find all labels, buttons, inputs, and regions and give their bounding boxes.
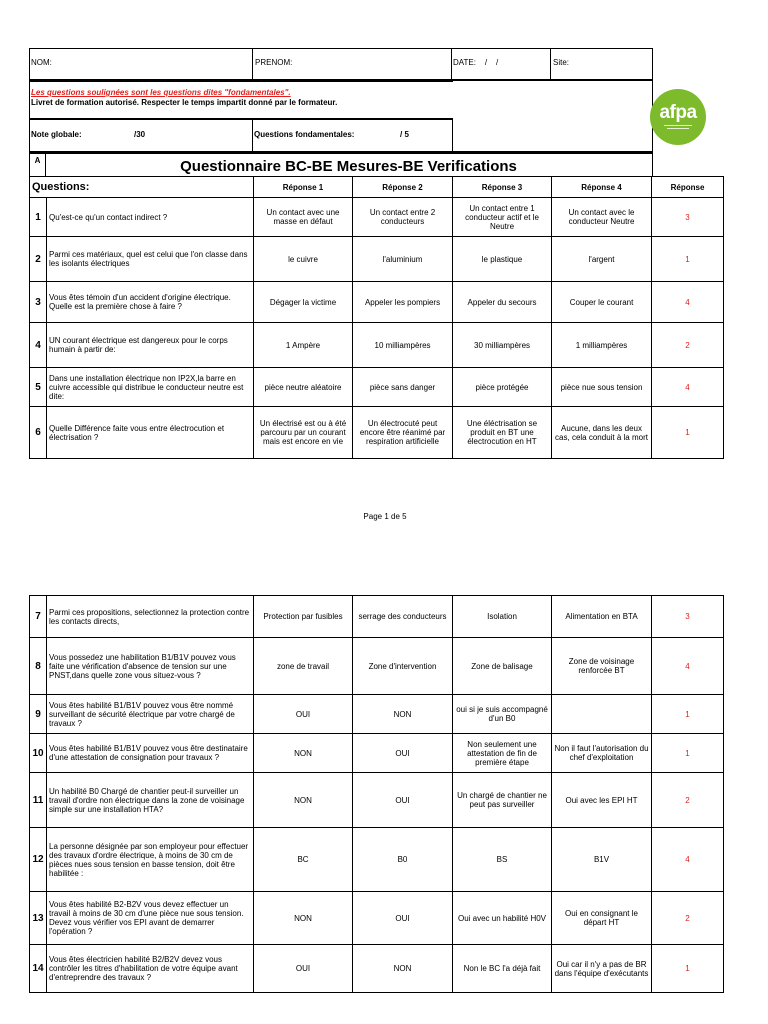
page-title: Questionnaire BC-BE Mesures-BE Verifications bbox=[45, 152, 653, 177]
q-fond-label: Questions fondamentales: bbox=[254, 130, 355, 139]
q-r1: 1 Ampère bbox=[254, 323, 353, 368]
q-r3: pièce protégée bbox=[453, 368, 552, 407]
q-r4: B1V bbox=[552, 828, 652, 892]
q-text: Vous êtes habilité B2-B2V vous devez effectuer un travail à moins de 30 cm d'une pièce nue sous tension. Devez vous vérifier vos EPI avant de demarrer l'opération ? bbox=[47, 892, 254, 945]
q-r2: B0 bbox=[353, 828, 453, 892]
q-r1: zone de travail bbox=[254, 638, 353, 695]
q-r2: l'aluminium bbox=[353, 237, 453, 282]
header-block bbox=[29, 48, 653, 152]
col-r1: Réponse 1 bbox=[254, 177, 353, 198]
q-number: 4 bbox=[30, 323, 47, 368]
table-row bbox=[30, 407, 724, 459]
date-field[interactable]: DATE: / / bbox=[451, 48, 551, 80]
q-number: 3 bbox=[30, 282, 47, 323]
table-row bbox=[30, 282, 724, 323]
table-row bbox=[30, 323, 724, 368]
table-row bbox=[30, 773, 724, 828]
q-text: Dans une installation électrique non IP2X,la barre en cuivre accessible qui distribue le conducteur neutre est dite: bbox=[47, 368, 254, 407]
q-r4: l'argent bbox=[552, 237, 652, 282]
table-row bbox=[30, 596, 724, 638]
q-text: Vous êtes habilité B1/B1V pouvez vous être destinataire d'une attestation de consignation pour travaux ? bbox=[47, 734, 254, 773]
table-row bbox=[30, 638, 724, 695]
q-text: La personne désignée par son employeur pour effectuer des travaux d'ordre électrique, à moins de 30 cm de pièces nues sous tension en basse tension, doit être habilitée : bbox=[47, 828, 254, 892]
q-r4: 1 milliampères bbox=[552, 323, 652, 368]
q-r2: Zone d'intervention bbox=[353, 638, 453, 695]
q-r4: pièce nue sous tension bbox=[552, 368, 652, 407]
table-row bbox=[30, 945, 724, 993]
q-answer: 1 bbox=[652, 407, 724, 459]
q-r3: Non seulement une attestation de fin de première étape bbox=[453, 734, 552, 773]
q-answer: 1 bbox=[652, 237, 724, 282]
page-footer: Page 1 de 5 bbox=[363, 512, 407, 521]
q-r3: Appeler du secours bbox=[453, 282, 552, 323]
logo-cell bbox=[452, 80, 653, 152]
q-text: Vous êtes électricien habilité B2/B2V devez vous contrôler les titres d'habilitation de votre équipe avant d'entreprendre des travaux ? bbox=[47, 945, 254, 993]
q-number: 8 bbox=[30, 638, 47, 695]
q-answer: 1 bbox=[652, 695, 724, 734]
col-r2: Réponse 2 bbox=[353, 177, 453, 198]
q-text: Quelle Différence faite vous entre électrocution et électrisation ? bbox=[47, 407, 254, 459]
q-number: 2 bbox=[30, 237, 47, 282]
note-globale-value: /30 bbox=[134, 130, 146, 139]
q-answer: 3 bbox=[652, 198, 724, 237]
q-r3: Oui avec un habilité H0V bbox=[453, 892, 552, 945]
q-answer: 2 bbox=[652, 773, 724, 828]
q-r1: pièce neutre aléatoire bbox=[254, 368, 353, 407]
q-number: 5 bbox=[30, 368, 47, 407]
q-number: 9 bbox=[30, 695, 47, 734]
q-answer: 4 bbox=[652, 828, 724, 892]
q-r2: OUI bbox=[353, 892, 453, 945]
q-text: Vous possedez une habilitation B1/B1V pouvez vous faite une vérification d'absence de tension sur une PNST,dans quelle zone vous situez-vous ? bbox=[47, 638, 254, 695]
q-number: 14 bbox=[30, 945, 47, 993]
q-r1: OUI bbox=[254, 695, 353, 734]
q-text: Parmi ces propositions, selectionnez la protection contre les contacts directs, bbox=[47, 596, 254, 638]
q-answer: 4 bbox=[652, 368, 724, 407]
q-text: Parmi ces matériaux, quel est celui que l'on classe dans les isolants électriques bbox=[47, 237, 254, 282]
q-number: 12 bbox=[30, 828, 47, 892]
q-r2: Appeler les pompiers bbox=[353, 282, 453, 323]
table-row bbox=[30, 828, 724, 892]
questions-fondamentales bbox=[252, 118, 453, 152]
q-text: Vous êtes témoin d'un accident d'origine électrique. Quelle est la première chose à faire ? bbox=[47, 282, 254, 323]
q-r2: serrage des conducteurs bbox=[353, 596, 453, 638]
table-row bbox=[30, 734, 724, 773]
q-r4: Alimentation en BTA bbox=[552, 596, 652, 638]
q-r1: Un électrisé est ou à été parcouru par un courant mais est encore en vie bbox=[254, 407, 353, 459]
questions-table-page1 bbox=[29, 176, 724, 459]
afpa-logo bbox=[650, 89, 706, 145]
q-r4: Oui car il n'y a pas de BR dans l'équipe d'exécutants bbox=[552, 945, 652, 993]
q-r1: le cuivre bbox=[254, 237, 353, 282]
q-r1: Un contact avec une masse en défaut bbox=[254, 198, 353, 237]
q-r2: OUI bbox=[353, 734, 453, 773]
q-r1: NON bbox=[254, 892, 353, 945]
q-r3: Zone de balisage bbox=[453, 638, 552, 695]
q-r3: le plastique bbox=[453, 237, 552, 282]
q-r4: Couper le courant bbox=[552, 282, 652, 323]
instructions-text: Livret de formation autorisé. Respecter le temps impartit donné par le formateur. bbox=[31, 98, 338, 107]
q-r2: NON bbox=[353, 695, 453, 734]
table-row bbox=[30, 368, 724, 407]
q-r3: Un chargé de chantier ne peut pas surveiller bbox=[453, 773, 552, 828]
q-text: Vous êtes habilité B1/B1V pouvez vous être nommé surveillant de sécurité électrique par votre chargé de travaux ? bbox=[47, 695, 254, 734]
col-answer: Réponse bbox=[652, 177, 724, 198]
q-number: 6 bbox=[30, 407, 47, 459]
q-r3: Non le BC l'a déjà fait bbox=[453, 945, 552, 993]
col-r4: Réponse 4 bbox=[552, 177, 652, 198]
q-answer: 1 bbox=[652, 734, 724, 773]
q-answer: 4 bbox=[652, 282, 724, 323]
q-text: Qu'est-ce qu'un contact indirect ? bbox=[47, 198, 254, 237]
section-letter: A bbox=[29, 152, 46, 177]
q-number: 10 bbox=[30, 734, 47, 773]
q-r4: Un contact avec le conducteur Neutre bbox=[552, 198, 652, 237]
q-fond-value: / 5 bbox=[400, 130, 409, 139]
q-r1: NON bbox=[254, 734, 353, 773]
q-number: 13 bbox=[30, 892, 47, 945]
afpa-logo-text: afpa bbox=[659, 102, 697, 123]
q-r4: Oui en consignant le départ HT bbox=[552, 892, 652, 945]
q-r2: NON bbox=[353, 945, 453, 993]
note-globale-label: Note globale: bbox=[31, 130, 82, 139]
q-number: 7 bbox=[30, 596, 47, 638]
table-row bbox=[30, 892, 724, 945]
column-header-row bbox=[30, 177, 724, 198]
q-r1: Dégager la victime bbox=[254, 282, 353, 323]
q-r3: Un contact entre 1 conducteur actif et le Neutre bbox=[453, 198, 552, 237]
q-r2: Un électrocuté peut encore être réanimé par respiration artificielle bbox=[353, 407, 453, 459]
q-r3: Isolation bbox=[453, 596, 552, 638]
q-answer: 2 bbox=[652, 323, 724, 368]
q-answer: 1 bbox=[652, 945, 724, 993]
fundamental-note: Les questions soulignées sont les questions dites "fondamentales". bbox=[31, 88, 291, 97]
q-r3: BS bbox=[453, 828, 552, 892]
q-r4: Non il faut l'autorisation du chef d'exploitation bbox=[552, 734, 652, 773]
q-number: 1 bbox=[30, 198, 47, 237]
q-text: UN courant électrique est dangereux pour le corps humain à partir de: bbox=[47, 323, 254, 368]
q-r4: Zone de voisinage renforcée BT bbox=[552, 638, 652, 695]
q-r3: oui si je suis accompagné d'un B0 bbox=[453, 695, 552, 734]
q-answer: 3 bbox=[652, 596, 724, 638]
table-row bbox=[30, 198, 724, 237]
questions-header: Questions: bbox=[30, 177, 254, 198]
col-r3: Réponse 3 bbox=[453, 177, 552, 198]
site-field[interactable]: Site: bbox=[550, 48, 653, 80]
q-r4: Oui avec les EPI HT bbox=[552, 773, 652, 828]
questions-table-page2 bbox=[29, 595, 724, 993]
table-row bbox=[30, 695, 724, 734]
q-r2: 10 milliampères bbox=[353, 323, 453, 368]
nom-field[interactable]: NOM: bbox=[29, 48, 253, 80]
q-r1: OUI bbox=[254, 945, 353, 993]
q-r4 bbox=[552, 695, 652, 734]
q-answer: 4 bbox=[652, 638, 724, 695]
q-r2: Un contact entre 2 conducteurs bbox=[353, 198, 453, 237]
q-number: 11 bbox=[30, 773, 47, 828]
q-r4: Aucune, dans les deux cas, cela conduit à la mort bbox=[552, 407, 652, 459]
q-text: Un habilité B0 Chargé de chantier peut-il surveiller un travail d'ordre non électrique dans la zone de voisinage simple sur une installation HTA? bbox=[47, 773, 254, 828]
table-row bbox=[30, 237, 724, 282]
q-answer: 2 bbox=[652, 892, 724, 945]
q-r1: Protection par fusibles bbox=[254, 596, 353, 638]
q-r1: NON bbox=[254, 773, 353, 828]
q-r2: OUI bbox=[353, 773, 453, 828]
note-globale bbox=[29, 118, 253, 152]
q-r3: 30 milliampères bbox=[453, 323, 552, 368]
q-r3: Une éléctrisation se produit en BT une électrocution en HT bbox=[453, 407, 552, 459]
q-r1: BC bbox=[254, 828, 353, 892]
prenom-field[interactable]: PRENOM: bbox=[252, 48, 452, 80]
instructions bbox=[29, 80, 453, 118]
q-r2: pièce sans danger bbox=[353, 368, 453, 407]
